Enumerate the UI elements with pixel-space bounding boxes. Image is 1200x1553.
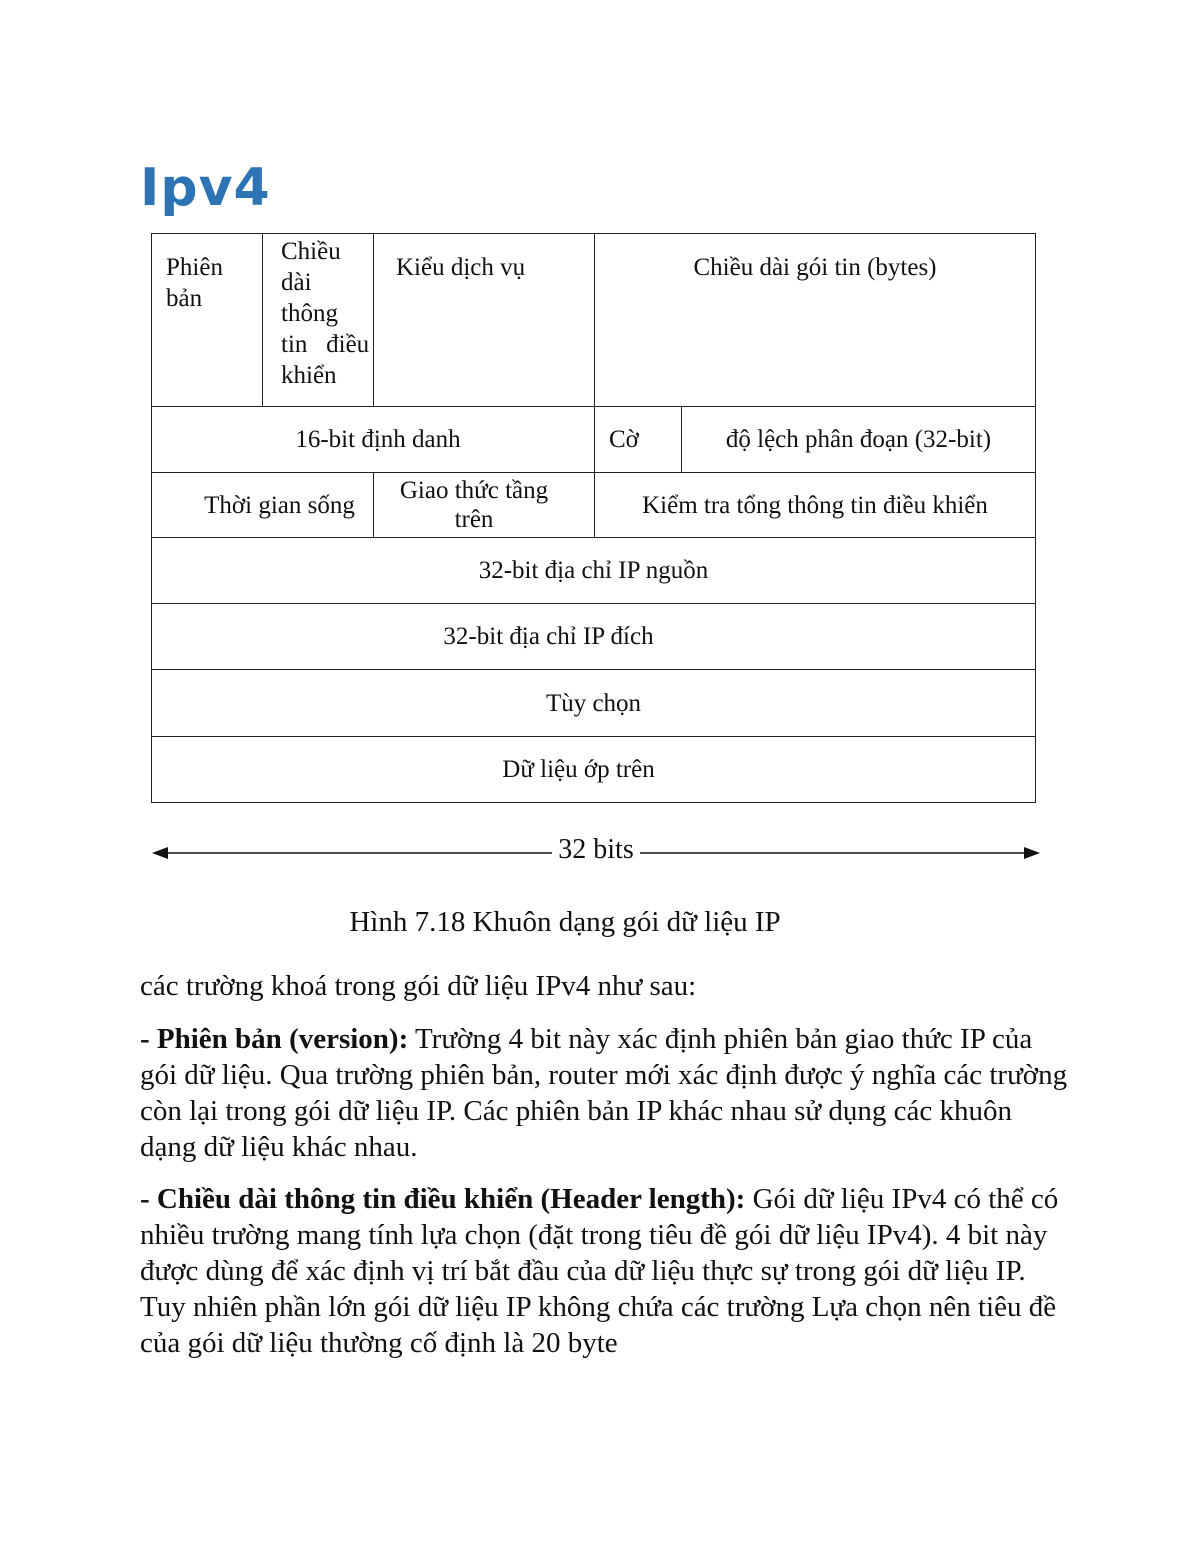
- header-length-paragraph: [140, 1181, 1070, 1361]
- cell-flags: [594, 406, 682, 473]
- cell-total-length: [594, 233, 1036, 407]
- cell-version-label: Phiên bản: [166, 254, 223, 312]
- cell-payload-label: Dữ liệu ớp trên: [502, 756, 655, 783]
- cell-dest-ip: [151, 603, 1036, 670]
- header-length-line: khiển: [281, 362, 337, 389]
- width-arrow: [150, 832, 1042, 876]
- width-label: 32 bits: [558, 834, 634, 865]
- cell-checksum: [594, 472, 1036, 538]
- cell-flags-label: Cờ: [609, 425, 639, 453]
- cell-options: [151, 669, 1036, 737]
- cell-protocol-label: Giao thức tầng trên: [399, 477, 549, 533]
- header-length-term: - Chiều dài thông tin điều khiển (Header length):: [140, 1183, 746, 1215]
- intro-paragraph: [140, 968, 1070, 1004]
- header-length-description: Gói dữ liệu IPv4 có thể có nhiều trường mang tính lựa chọn (đặt trong tiêu đề gói dữ liệu IPv4). 4 bit này được dùng để xác định vị trí bắt đầu của dữ liệu thực sự trong gói dữ liệu IP. Tuy nhiên phần lớn gói dữ liệu IP không chứa các trường Lựa chọn nên tiêu đề của gói dữ liệu thường cố định là 20 byte: [140, 1183, 1059, 1359]
- cell-payload: [151, 736, 1036, 803]
- cell-ttl-label: Thời gian sống: [204, 491, 355, 519]
- cell-protocol: [373, 472, 595, 538]
- version-paragraph: [140, 1021, 1070, 1165]
- figure-caption: Hình 7.18 Khuôn dạng gói dữ liệu IP: [349, 906, 781, 938]
- header-length-line: thông: [281, 300, 338, 327]
- cell-identification-label: 16-bit định danh: [295, 426, 461, 453]
- cell-options-label: Tùy chọn: [545, 689, 642, 717]
- version-term: - Phiên bản (version):: [140, 1023, 409, 1055]
- cell-service-type-label: Kiểu dịch vụ: [396, 254, 526, 281]
- cell-dest-ip-label: 32-bit địa chỉ IP đích: [443, 623, 654, 650]
- header-length-line: Chiều: [281, 238, 341, 265]
- version-description: Trường 4 bit này xác định phiên bản giao thức IP của gói dữ liệu. Qua trường phiên bản, router mới xác định được ý nghĩa các trường còn lại trong gói dữ liệu IP. Các phiên bản IP khác nhau sử dụng các khuôn dạng dữ liệu khác nhau.: [140, 1023, 1068, 1163]
- page-heading: Ipv4: [140, 158, 271, 218]
- cell-source-ip-label: 32-bit địa chỉ IP nguồn: [478, 557, 709, 584]
- cell-checksum-label: Kiểm tra tổng thông tin điều khiển: [642, 491, 988, 519]
- cell-version: [151, 233, 263, 407]
- cell-fragment-offset: [681, 406, 1036, 473]
- intro-text: các trường khoá trong gói dữ liệu IPv4 như sau:: [140, 970, 697, 1002]
- header-length-line: tin điều: [281, 331, 370, 358]
- cell-source-ip: [151, 537, 1036, 604]
- cell-header-length: [262, 233, 374, 407]
- cell-service-type: [373, 233, 595, 407]
- cell-identification: [151, 406, 595, 473]
- header-length-line: dài: [281, 269, 312, 296]
- cell-ttl: [151, 472, 374, 538]
- cell-fragment-offset-label: độ lệch phân đoạn (32-bit): [725, 426, 992, 453]
- cell-total-length-label: Chiều dài gói tin (bytes): [693, 254, 937, 281]
